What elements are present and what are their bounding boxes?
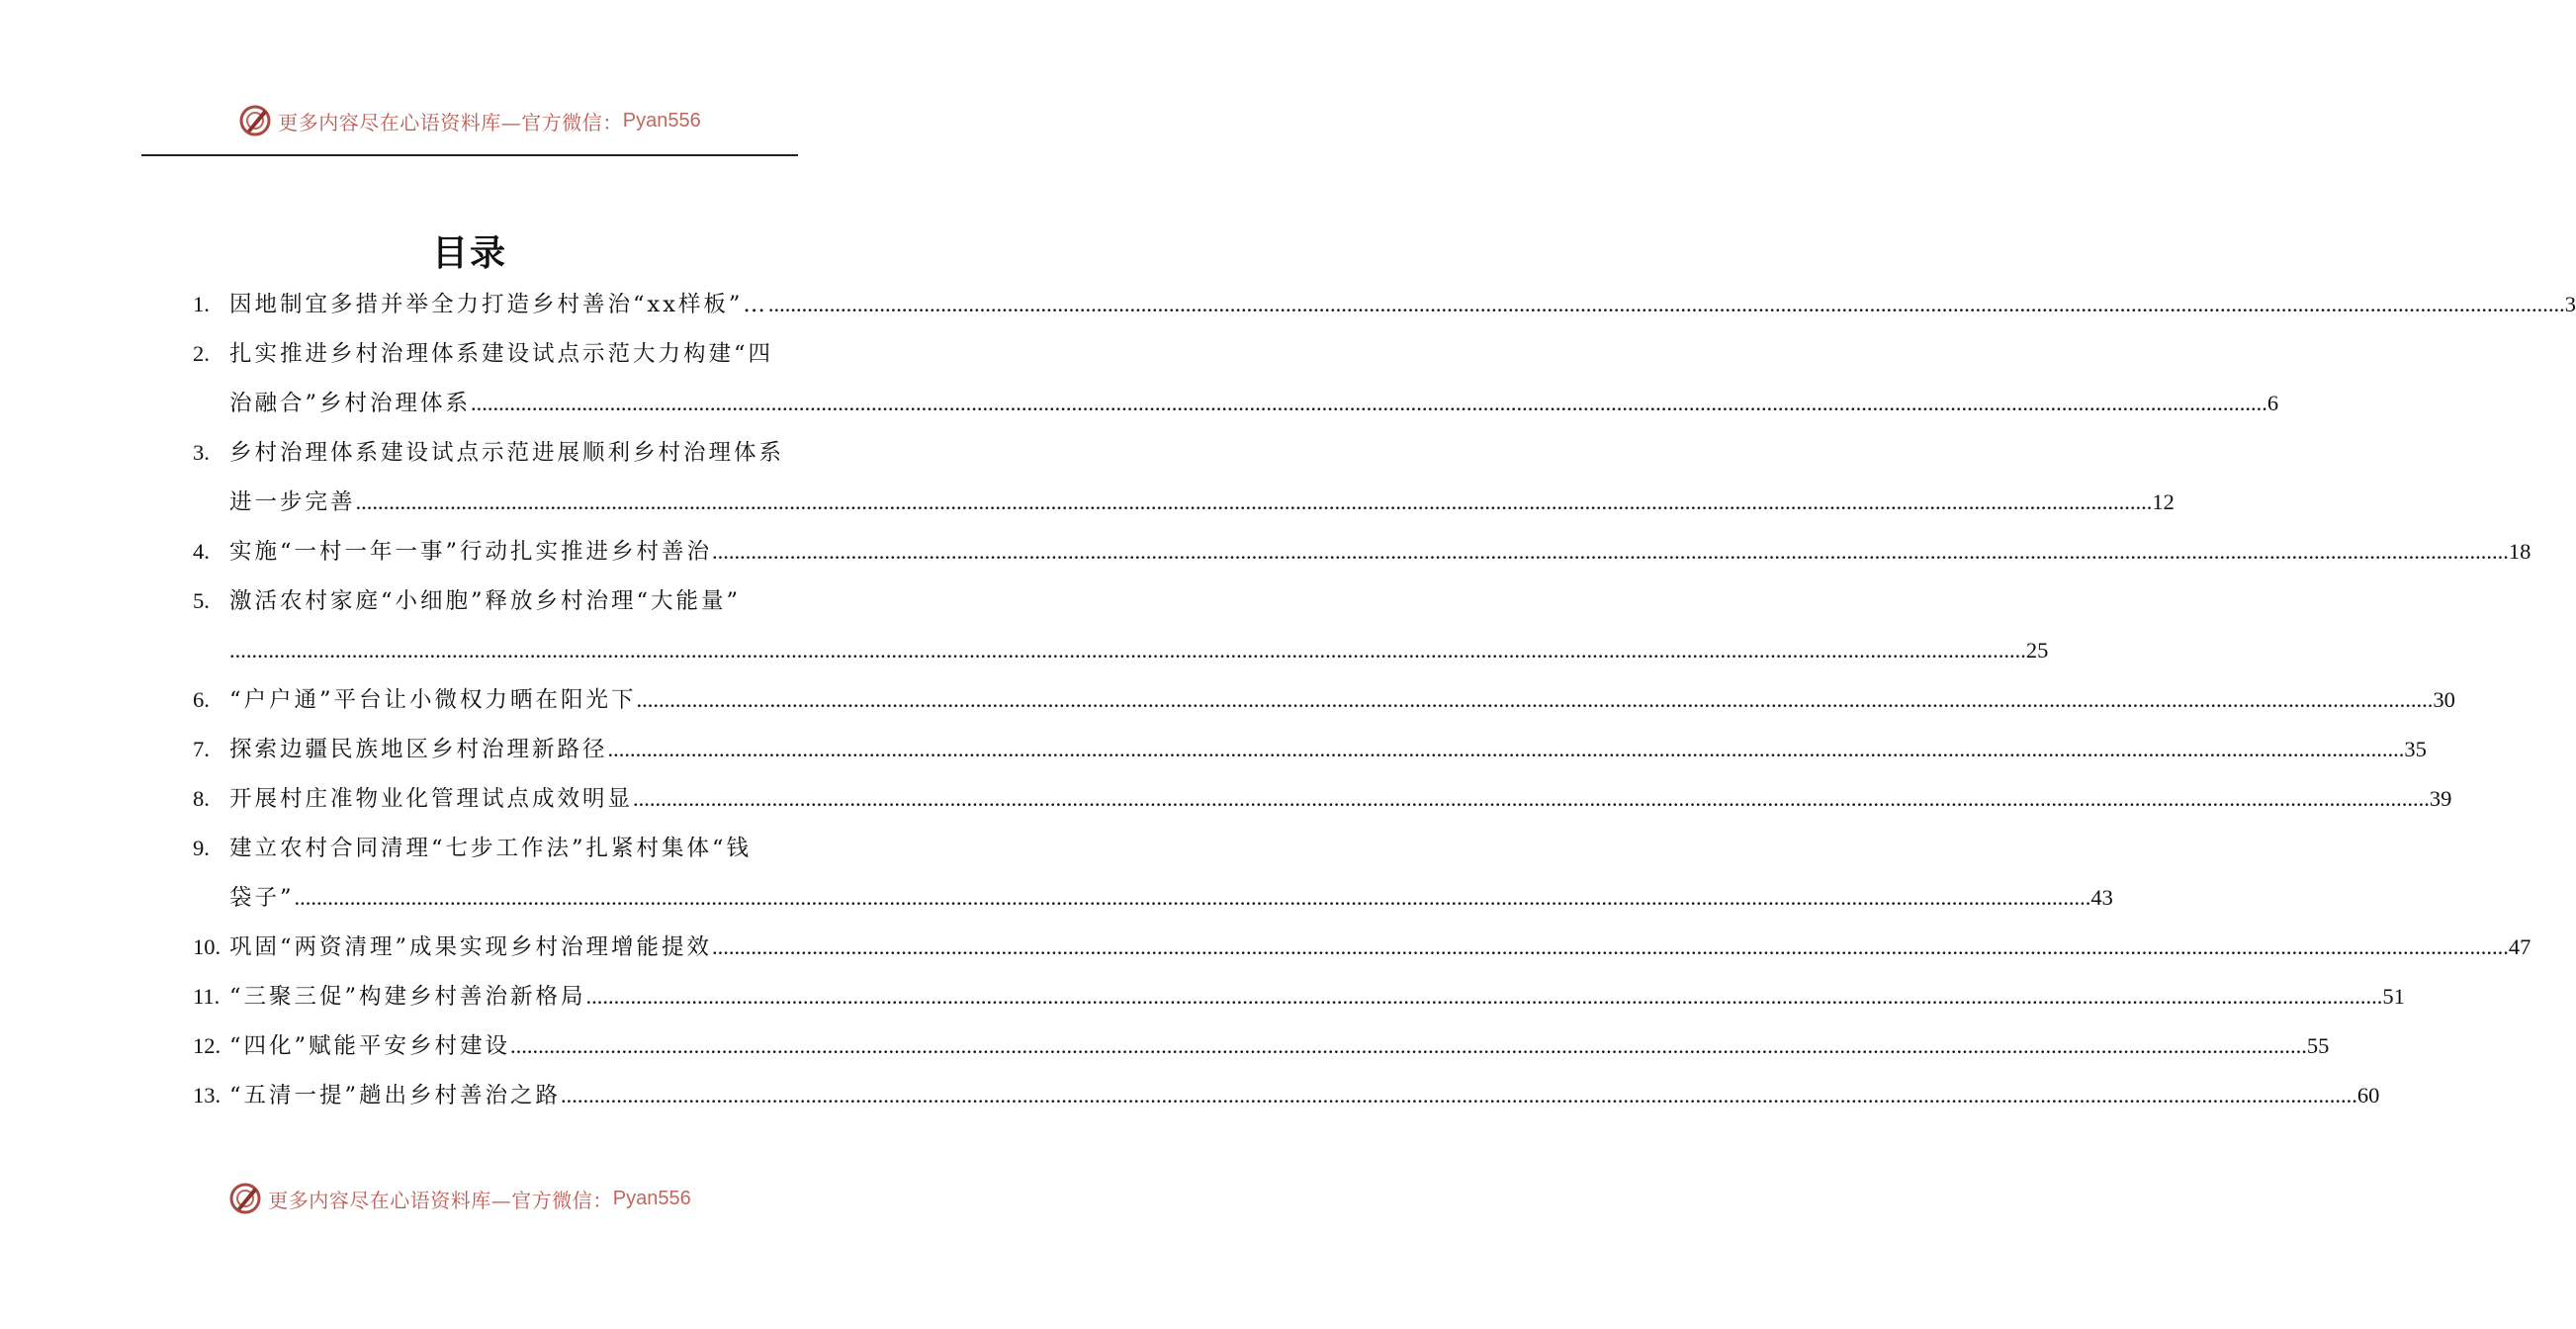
toc-entry-title: 进一步完善: [229, 489, 356, 515]
toc-leader-dots: [510, 1021, 2307, 1071]
toc-entry[interactable]: [193, 280, 2576, 329]
page-title: 目录: [431, 232, 507, 274]
toc-entry-title: 巩固“两资清理”成果实现乡村治理增能提效: [229, 934, 713, 960]
header-banner-text: 更多内容尽在心语资料库—官方微信：: [278, 110, 623, 134]
toc-entry[interactable]: [193, 824, 2113, 923]
toc-entry[interactable]: [193, 972, 2405, 1021]
toc-entry[interactable]: [193, 527, 2532, 576]
toc-entry-title: “四化”赋能平安乡村建设: [229, 1033, 511, 1059]
toc-entry[interactable]: [193, 1021, 2330, 1071]
toc-entry-number: 9.: [193, 836, 210, 860]
toc-page-number: 35: [2404, 737, 2427, 761]
toc-entry-number: 12.: [193, 1033, 222, 1058]
toc-entry-title: 扎实推进乡村治理体系建设试点示范大力构建“四: [229, 341, 774, 367]
toc-leader-dots: [712, 527, 2509, 576]
toc-page-number: 47: [2508, 934, 2532, 959]
pen-logo-icon: [228, 1182, 262, 1215]
toc-leader-dots: [229, 626, 2026, 675]
header-banner-account: Pyan556: [622, 109, 701, 132]
toc-entry-number: 4.: [193, 539, 210, 564]
toc-leader-dots: [586, 972, 2383, 1021]
toc-entry-title: 乡村治理体系建设试点示范进展顺利乡村治理体系: [229, 440, 785, 466]
toc-entry-number: 13.: [193, 1083, 222, 1108]
toc-leader-dots: [561, 1071, 2357, 1120]
toc-leader-dots: [712, 923, 2509, 972]
header-banner: [0, 101, 939, 140]
toc-page-number: 51: [2382, 984, 2405, 1009]
toc-entry-number: 2.: [193, 341, 210, 366]
toc-leader-dots: [637, 675, 2434, 725]
toc-page-number: 6: [2266, 391, 2279, 415]
toc-entry-title: 实施“一村一年一事”行动扎实推进乡村善治: [229, 539, 713, 565]
toc-page-number: 60: [2356, 1083, 2380, 1108]
toc-entry-number: 8.: [193, 786, 210, 811]
table-of-contents: [193, 280, 2576, 1120]
toc-entry[interactable]: [193, 428, 2175, 527]
toc-page-number: 25: [2025, 638, 2049, 663]
toc-leader-dots: [768, 280, 2565, 329]
toc-entry[interactable]: [193, 923, 2532, 972]
toc-page-number: 43: [2090, 885, 2113, 910]
toc-leader-dots: [295, 873, 2091, 923]
toc-page-number: 12: [2152, 489, 2175, 514]
toc-entry[interactable]: [193, 675, 2455, 725]
toc-page-number: 3: [2564, 292, 2576, 316]
toc-entry-title: “五清一提”趟出乡村善治之路: [229, 1083, 562, 1108]
toc-page-number: 39: [2429, 786, 2452, 811]
toc-entry-title: “户户通”平台让小微权力晒在阳光下: [229, 687, 637, 713]
toc-entry-title: 因地制宜多措并举全力打造乡村善治“xx样板”…: [229, 292, 768, 317]
toc-leader-dots: [471, 379, 2267, 428]
toc-entry-number: 5.: [193, 588, 210, 613]
toc-leader-dots: [356, 478, 2153, 527]
footer-banner-text: 更多内容尽在心语资料库—官方微信：: [268, 1188, 613, 1212]
toc-entry-title: 激活农村家庭“小细胞”释放乡村治理“大能量”: [229, 588, 742, 614]
toc-entry[interactable]: [193, 725, 2427, 774]
toc-entry-title: 袋子”: [229, 885, 295, 911]
toc-entry[interactable]: [193, 576, 2049, 675]
toc-entry[interactable]: [193, 774, 2452, 824]
toc-entry[interactable]: [193, 1071, 2380, 1120]
toc-entry-number: 1.: [193, 292, 210, 316]
footer-banner: [0, 1179, 930, 1218]
toc-entry-title: 治融合”乡村治理体系: [229, 391, 472, 416]
footer-banner-account: Pyan556: [612, 1187, 691, 1209]
toc-page-number: 30: [2433, 687, 2455, 712]
pen-logo-icon: [238, 104, 272, 137]
toc-entry-number: 11.: [193, 984, 221, 1009]
toc-entry-number: 3.: [193, 440, 210, 465]
toc-entry[interactable]: [193, 329, 2279, 428]
toc-entry-title: 建立农村合同清理“七步工作法”扎紧村集体“钱: [229, 836, 753, 861]
toc-entry-title: 开展村庄准物业化管理试点成效明显: [229, 786, 634, 812]
toc-entry-number: 6.: [193, 687, 210, 712]
toc-leader-dots: [608, 725, 2405, 774]
toc-page-number: 55: [2306, 1033, 2330, 1058]
header-rule: [141, 154, 798, 156]
toc-entry-number: 10.: [193, 934, 222, 959]
toc-entry-number: 7.: [193, 737, 210, 761]
toc-entry-title: 探索边疆民族地区乡村治理新路径: [229, 737, 608, 762]
toc-leader-dots: [633, 774, 2430, 824]
toc-page-number: 18: [2508, 539, 2532, 564]
toc-entry-title: “三聚三促”构建乡村善治新格局: [229, 984, 586, 1010]
